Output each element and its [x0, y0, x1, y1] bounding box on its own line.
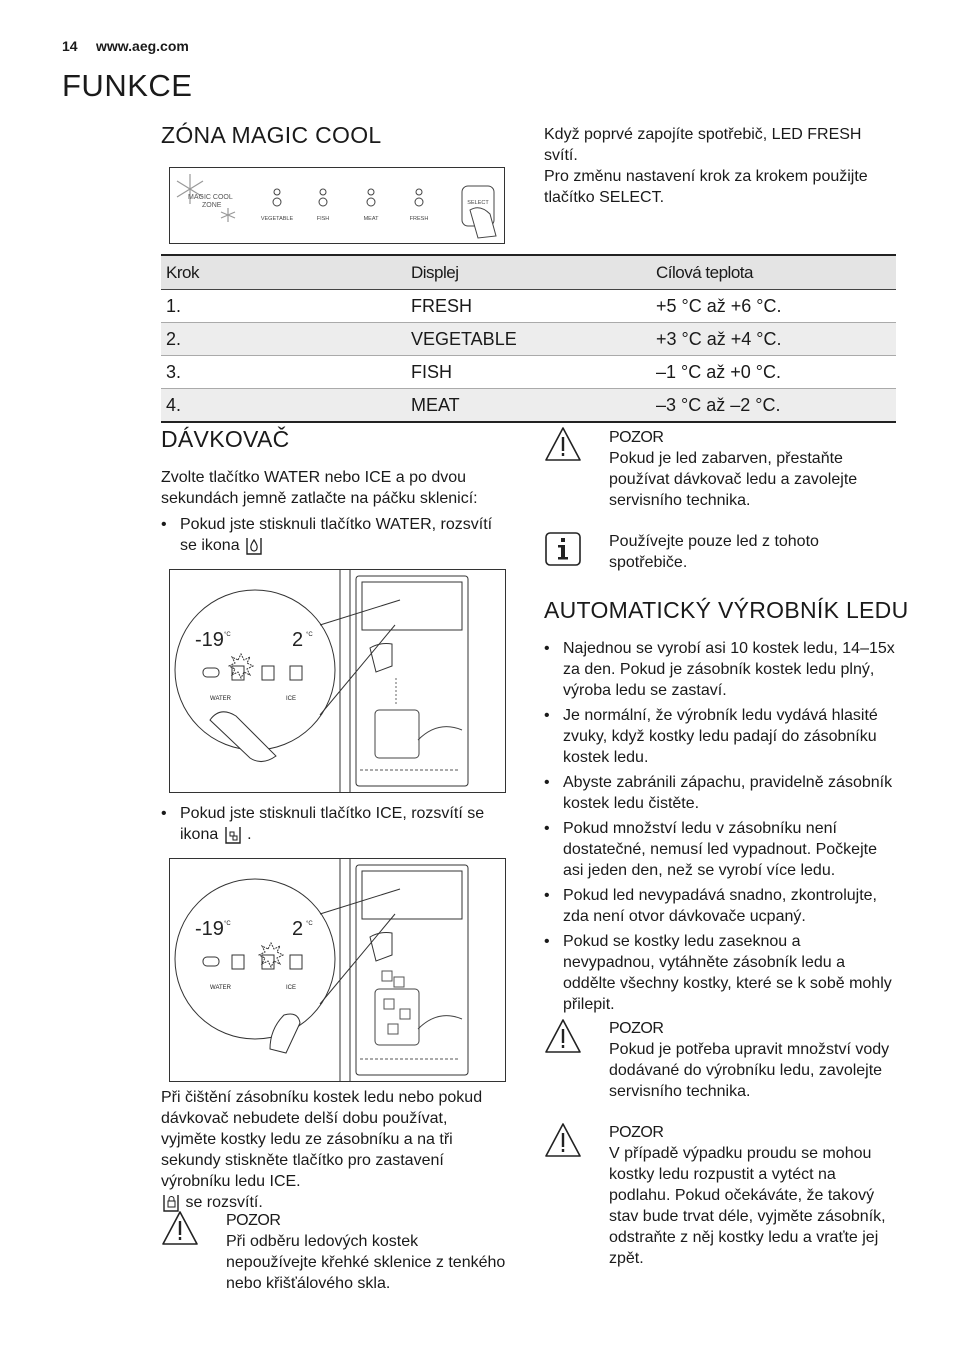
fig1-unit-left: °C — [224, 632, 231, 638]
table-header-cell: Displej — [406, 255, 651, 290]
fig2-ice-label: ICE — [286, 985, 297, 991]
cleaning-text — [161, 1087, 506, 1214]
table-row — [161, 389, 896, 423]
header-url: www.aeg.com — [96, 38, 189, 54]
dispenser-water-figure — [169, 569, 506, 793]
panel-btn-fish: FISH — [316, 216, 330, 222]
bullet-water-text-b: se ikona — [180, 537, 240, 555]
dispenser-intro: Zvolte tlačítko WATER nebo ICE a po dvou sekundách jemně zatlačte na páčku sklenicí: — [161, 469, 478, 507]
dispenser-ice-drawing — [170, 859, 505, 1081]
table-row — [161, 356, 896, 389]
panel-btn-meat: MEAT — [363, 216, 379, 222]
bullet-water-text-a: Pokud jste stisknuli tlačítko WATER, rozsvítí — [180, 516, 493, 533]
ice-maker-heading: AUTOMATICKÝ VÝROBNÍK LEDU — [544, 597, 909, 623]
table-cell: FISH — [406, 356, 651, 389]
magic-cool-intro2: Pro změnu nastavení krok za krokem použijte tlačítko SELECT. — [544, 168, 868, 206]
magic-cool-intro: Když poprvé zapojíte spotřebič, LED FRESH svítí. — [544, 126, 862, 164]
table-header-cell: Cílová teplota — [651, 255, 896, 290]
warning-icon — [544, 1122, 582, 1158]
fig1-water-label: WATER — [210, 696, 231, 702]
ice-maker-bullets — [544, 638, 896, 1019]
list-item: • Pokud led nevypadává snadno, zkontrolujte, zda není otvor dávkovače ucpaný. — [544, 885, 896, 927]
fig1-unit-right: °C — [306, 632, 313, 638]
water-drop-icon — [244, 535, 264, 557]
fig1-left-temp: -19 — [195, 629, 224, 651]
panel-btn-fresh: FRESH — [409, 216, 429, 222]
table-cell: VEGETABLE — [406, 323, 651, 356]
list-item — [161, 514, 506, 557]
list-item — [161, 803, 506, 846]
table-header-row — [161, 255, 896, 290]
ice-warning2-title: POZOR — [609, 1124, 664, 1141]
dispenser-water-drawing — [170, 570, 505, 792]
magic-cool-panel-drawing — [170, 168, 504, 243]
list-item: • Abyste zabránili zápachu, pravidelně zásobník kostek ledu čistěte. — [544, 772, 896, 814]
ice-warning1-text: Pokud je potřeba upravit množství vody dodávané do výrobníku ledu, zavolejte servisního technika. — [609, 1041, 890, 1100]
warning-icon — [544, 1018, 582, 1054]
fig2-left-temp: -19 — [195, 918, 224, 940]
table-cell: +5 °C až +6 °C. — [651, 290, 896, 323]
fig2-unit-right: °C — [306, 921, 313, 927]
list-item: • Pokud množství ledu v zásobníku není dostatečné, nemusí led vypadnout. Počkejte asi jeden den, než se vyrobí více ledu. — [544, 818, 896, 881]
panel-btn-select: SELECT — [467, 200, 489, 206]
dispenser-bullets-ice — [161, 803, 506, 850]
panel-logo-line2: ZONE — [202, 202, 222, 209]
dispenser-warning-text: Při odběru ledových kostek nepoužívejte křehké sklenice z tenkého nebo křišťálového skla. — [226, 1233, 506, 1292]
magic-cool-table — [161, 254, 896, 423]
table-cell: –1 °C až +0 °C. — [651, 356, 896, 389]
dispenser-ice-figure — [169, 858, 506, 1082]
magic-cool-panel — [169, 167, 505, 244]
fig1-right-temp: 2 — [292, 629, 304, 651]
list-item: • Najednou se vyrobí asi 10 kostek ledu, 14–15x za den. Pokud je zásobník kostek ledu plný, výroba ledu se zastaví. — [544, 638, 896, 701]
table-cell: MEAT — [406, 389, 651, 423]
list-item: • Je normální, že výrobník ledu vydává hlasité zvuky, když kostky ledu padají do zásobníku kostek ledu. — [544, 705, 896, 768]
list-item: • Pokud se kostky ledu zaseknou a nevypadnou, vytáhněte zásobník ledu a oddělte všechny kostky, které se k sobě mohly přilepit. — [544, 931, 896, 1015]
table-cell: FRESH — [406, 290, 651, 323]
table-row — [161, 323, 896, 356]
right-warning-title: POZOR — [609, 429, 664, 446]
table-row — [161, 290, 896, 323]
cleaning-main: Při čištění zásobníku kostek ledu nebo pokud dávkovač nebudete delší dobu používat, vyjměte kostky ledu ze zásobníku a na tři sekundy stiskněte tlačítko pro zastavení výrobníku ledu ICE. — [161, 1089, 483, 1190]
bullet-ice-text-b: ikona — [180, 826, 219, 844]
table-cell: +3 °C až +4 °C. — [651, 323, 896, 356]
table-cell: –3 °C až –2 °C. — [651, 389, 896, 423]
warning-icon — [161, 1210, 199, 1246]
dispenser-warning-title: POZOR — [226, 1212, 281, 1229]
page-title: FUNKCE — [62, 68, 193, 103]
ice-cubes-icon — [223, 824, 243, 846]
page-number: 14 — [62, 38, 78, 54]
table-cell: 1. — [161, 290, 406, 323]
table-cell: 2. — [161, 323, 406, 356]
warning-icon — [544, 426, 582, 462]
fig2-water-label: WATER — [210, 985, 231, 991]
table-cell: 4. — [161, 389, 406, 423]
table-header-cell: Krok — [161, 255, 406, 290]
table-cell: 3. — [161, 356, 406, 389]
ice-warning1-title: POZOR — [609, 1020, 664, 1037]
fig1-ice-label: ICE — [286, 696, 297, 702]
info-icon — [544, 531, 582, 567]
cleaning-suffix: se rozsvítí. — [185, 1194, 263, 1212]
bullet-ice-text-c: . — [247, 826, 252, 844]
bullet-ice-text-a: Pokud jste stisknuli tlačítko ICE, rozsvítí se — [180, 805, 485, 822]
fig2-unit-left: °C — [224, 921, 231, 927]
fig2-right-temp: 2 — [292, 918, 304, 940]
dispenser-heading: DÁVKOVAČ — [161, 426, 290, 452]
panel-logo-line1: MAGIC COOL — [188, 194, 233, 201]
right-warning-text: Pokud je led zabarven, přestaňte používat dávkovač ledu a zavolejte servisního technika. — [609, 450, 858, 509]
info-text: Používejte pouze led z tohoto spotřebiče. — [609, 533, 819, 571]
ice-warning2-text: V případě výpadku proudu se mohou kostky ledu rozpustit a vytéct na podlahu. Pokud očekáváte, že takový stav bude trvat déle, vyjměte zásobník, odstraňte z něj kostky ledu a vraťte jej zpět. — [609, 1145, 886, 1267]
dispenser-bullets-water — [161, 514, 506, 561]
magic-cool-heading: ZÓNA MAGIC COOL — [161, 122, 382, 148]
panel-btn-vegetable: VEGETABLE — [260, 216, 294, 222]
